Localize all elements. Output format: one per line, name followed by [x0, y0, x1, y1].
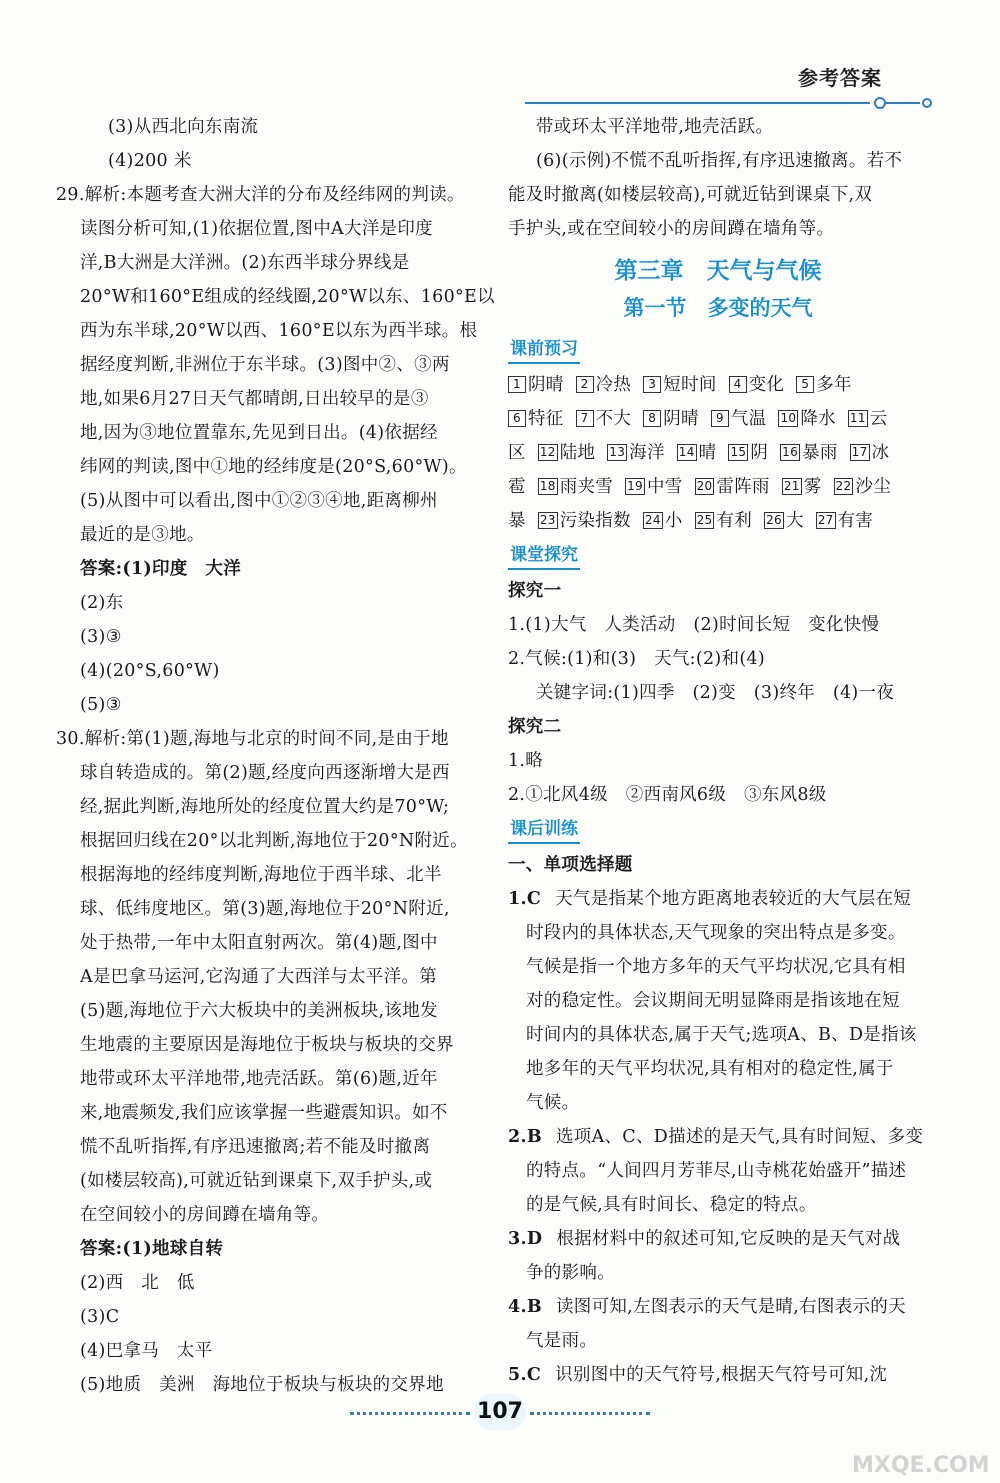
header-decoration [525, 95, 945, 111]
preview-item [508, 402, 564, 436]
item-text: 特征 [528, 409, 564, 429]
item-number-box: 27 [817, 513, 834, 527]
preview-item [711, 402, 767, 436]
preview-item [508, 504, 526, 538]
choice-answer-line [508, 1120, 928, 1154]
item-text: 阴晴 [528, 375, 564, 395]
preview-item [643, 368, 716, 402]
choice-answer-head: 2.B [508, 1127, 542, 1147]
item-text: 有害 [837, 511, 874, 531]
analysis-line: 来,地震频发,我们应该掌握一些避震知识。如不 [80, 1103, 448, 1123]
item-text: 不大 [595, 409, 632, 429]
item-text: 大 [785, 511, 804, 531]
choice-answer-text: 气是雨。 [526, 1331, 598, 1351]
answer-line: (6)(示例)不慌不乱听指挥,有序迅速撤离。若不 [536, 151, 903, 171]
choice-answer-head: 3.D [508, 1229, 543, 1249]
preview-item [643, 402, 699, 436]
explore-line: 2.①北风4级 ②西南风6级 ③东风8级 [508, 785, 827, 805]
analysis-line: 西为东半球,20°W以西、160°E以东为西半球。根 [80, 321, 478, 341]
item-number-box: 1 [508, 376, 526, 393]
choice-answer-line [508, 1086, 928, 1120]
answer-line: 带或环太平洋地带,地壳活跃。 [536, 117, 774, 137]
analysis-line: 地带或环太平洋地带,地壳活跃。第(6)题,近年 [80, 1069, 438, 1089]
watermark-url: MXQE.COM [852, 1453, 990, 1478]
choice-answer-head: 1.C [508, 889, 542, 909]
answer-line: (3)从西北向东南流 [108, 117, 259, 137]
choice-answer-text: 争的影响。 [526, 1263, 615, 1283]
preview-row [508, 470, 928, 504]
after-class-tag: 课后训练 [508, 816, 580, 844]
item-text: 晴 [698, 443, 717, 463]
item-text: 沙尘 [855, 477, 892, 497]
item-number-box: 8 [643, 410, 661, 427]
answer-line: 能及时撤离(如楼层较高),可就近钻到课桌下,双 [508, 185, 873, 205]
item-number-box: 6 [508, 410, 526, 427]
chapter-title: 第三章 天气与气候 [614, 258, 822, 284]
preview-answers [508, 368, 928, 538]
answer-line: (3)C [80, 1307, 120, 1327]
choice-answer-head: 4.B [508, 1297, 542, 1317]
class-explore-tag: 课堂探究 [508, 542, 580, 570]
analysis-line: 球自转造成的。第(2)题,经度向西逐渐增大是西 [80, 763, 450, 783]
item-number-box: 13 [609, 445, 626, 459]
preview-item [625, 470, 682, 504]
item-number-box: 25 [696, 513, 713, 527]
item-text: 雨夹雪 [559, 477, 614, 497]
page-number: 107 [474, 1394, 526, 1430]
item-number-box: 3 [643, 376, 661, 393]
item-text: 中雪 [646, 477, 683, 497]
analysis-line: 处于热带,一年中太阳直射两次。第(4)题,图中 [80, 933, 438, 953]
item-text: 雹 [508, 477, 526, 497]
watermark-logo [852, 1418, 990, 1478]
item-number-box: 14 [678, 445, 695, 459]
answer-line: (4)(20°S,60°W) [80, 661, 220, 681]
item-number-box: 5 [796, 376, 814, 393]
choice-answer-line [508, 1222, 928, 1256]
choice-answer-line [508, 950, 928, 984]
item-text: 雾 [803, 477, 822, 497]
item-text: 冰 [871, 443, 890, 463]
choice-answer-line [508, 1324, 928, 1358]
explore-title: 探究二 [508, 717, 562, 737]
item-number-box: 4 [729, 376, 747, 393]
analysis-line: 30.解析:第(1)题,海地与北京的时间不同,是由于地 [56, 729, 449, 749]
item-text: 冷热 [595, 375, 632, 395]
analysis-line: 球、低纬度地区。第(3)题,海地位于20°N附近, [80, 899, 450, 919]
item-number-box: 21 [783, 479, 800, 493]
analysis-line: 根据回归线在20°以北判断,海地位于20°N附近。 [80, 831, 468, 851]
section-title: 第一节 多变的天气 [623, 296, 813, 320]
item-text: 雷阵雨 [716, 477, 770, 497]
preview-tag: 课前预习 [508, 336, 580, 364]
choice-answer-text: 地多年的天气平均状况,具有相对的稳定性,属于 [526, 1059, 894, 1079]
analysis-line: 地,如果6月27日天气都晴朗,日出较早的是③ [80, 389, 429, 409]
explore-title: 探究一 [508, 581, 562, 601]
choice-answer-line [508, 882, 928, 916]
choice-answer-line [508, 1256, 928, 1290]
analysis-line: 洋,B大洲是大洋洲。(2)东西半球分界线是 [80, 253, 410, 273]
item-number-box: 15 [730, 445, 747, 459]
item-number-box: 10 [780, 411, 797, 425]
item-text: 小 [664, 511, 683, 531]
preview-item [607, 436, 664, 470]
analysis-line: 经,据此判断,海地所处的经度位置大约是70°W; [80, 797, 450, 817]
preview-item [850, 436, 890, 470]
preview-item [778, 402, 835, 436]
item-text: 暴 [508, 511, 526, 531]
analysis-line: 在空间较小的房间蹲在墙角等。 [80, 1205, 330, 1225]
preview-item [576, 402, 632, 436]
analysis-line: 根据海地的经纬度判断,海地位于西半球、北半 [80, 865, 442, 885]
item-number-box: 22 [835, 479, 852, 493]
preview-item [508, 368, 564, 402]
answer-line: (4)巴拿马 太平 [80, 1341, 213, 1361]
analysis-line: 最近的是③地。 [80, 525, 205, 545]
item-text: 海洋 [629, 443, 665, 463]
choice-answer-line [508, 1290, 928, 1324]
item-number-box: 16 [782, 445, 799, 459]
preview-row [508, 436, 928, 470]
answer-line: (2)东 [80, 593, 124, 613]
preview-item [695, 470, 770, 504]
footer-dots-right [530, 1412, 650, 1415]
footer-dots-left [350, 1412, 470, 1415]
preview-row [508, 368, 928, 402]
analysis-line: 据经度判断,非洲位于东半球。(3)图中②、③两 [80, 355, 450, 375]
preview-item [764, 504, 804, 538]
preview-item [643, 504, 683, 538]
analysis-line: A是巴拿马运河,它沟通了大西洋与太平洋。第 [80, 967, 437, 987]
item-text: 多年 [816, 375, 852, 395]
choice-answer-text: 气候是指一个地方多年的天气平均状况,它具有相 [526, 957, 906, 977]
item-text: 污染指数 [559, 511, 631, 531]
analysis-line: 地,因为③地位置靠东,先见到日出。(4)依据经 [80, 423, 438, 443]
preview-row [508, 402, 928, 436]
analysis-line: 29.解析:本题考查大洲大洋的分布及经纬网的判读。 [56, 185, 465, 205]
explore-line: 1.略 [508, 751, 544, 771]
preview-item [780, 436, 837, 470]
preview-item [508, 470, 526, 504]
answer-line: (2)西 北 低 [80, 1273, 195, 1293]
item-number-box: 11 [849, 411, 866, 425]
analysis-line: (如楼层较高),可就近钻到课桌下,双手护头,或 [80, 1171, 433, 1191]
choice-answer-text: 读图可知,左图表示的天气是晴,右图表示的天 [555, 1297, 906, 1317]
item-text: 区 [508, 443, 526, 463]
answer-line: 答案:(1)地球自转 [80, 1239, 224, 1259]
preview-item [538, 436, 595, 470]
running-header: 参考答案 [798, 66, 882, 90]
item-number-box: 24 [644, 513, 661, 527]
analysis-line: 生地震的主要原因是海地位于板块与板块的交界 [80, 1035, 454, 1055]
analysis-line: (5)从图中可以看出,图中①②③④地,距离柳州 [80, 491, 438, 511]
analysis-line: 纬网的判读,图中①地的经纬度是(20°S,60°W)。 [80, 457, 467, 477]
item-text: 气温 [730, 409, 767, 429]
answer-line: (5)③ [80, 695, 122, 715]
right-column [508, 110, 928, 1392]
answer-line: (4)200 米 [108, 151, 192, 171]
explore-line: 关键字词:(1)四季 (2)变 (3)终年 (4)一夜 [536, 683, 895, 703]
choice-answer-line [508, 1052, 928, 1086]
item-text: 短时间 [663, 375, 717, 395]
preview-item [538, 504, 631, 538]
item-number-box: 7 [576, 410, 594, 427]
analysis-line: 读图分析可知,(1)依据位置,图中A大洋是印度 [80, 219, 433, 239]
preview-item [576, 368, 632, 402]
choice-answer-text: 气候。 [526, 1093, 580, 1113]
preview-item [508, 436, 526, 470]
choice-answer-text: 时间内的具体状态,属于天气;选项A、B、D是指该 [526, 1025, 917, 1045]
choice-answer-line [508, 1188, 928, 1222]
question-type-heading: 一、单项选择题 [508, 855, 633, 875]
preview-item [848, 402, 888, 436]
answer-line: (3)③ [80, 627, 122, 647]
choice-answer-line [508, 1018, 928, 1052]
preview-item [782, 470, 822, 504]
explore-line: 1.(1)大气 人类活动 (2)时间长短 变化快慢 [508, 615, 880, 635]
item-text: 有利 [716, 511, 753, 531]
choice-answer-text: 识别图中的天气符号,根据天气符号可知,沈 [555, 1365, 888, 1385]
preview-item [728, 436, 768, 470]
item-number-box: 19 [627, 479, 643, 493]
preview-item [695, 504, 752, 538]
preview-item [834, 470, 891, 504]
choice-answer-text: 的是气候,具有时间长、稳定的特点。 [526, 1195, 817, 1215]
choice-answers [508, 882, 928, 1392]
item-number-box: 17 [851, 445, 868, 459]
item-text: 陆地 [559, 443, 596, 463]
answer-line: (5)地质 美洲 海地位于板块与板块的交界地 [80, 1375, 444, 1395]
answer-line: 答案:(1)印度 大洋 [80, 559, 241, 579]
choice-answer-text: 对的稳定性。会议期间无明显降雨是指该地在短 [526, 991, 900, 1011]
item-text: 阴晴 [663, 409, 699, 429]
choice-answer-head: 5.C [508, 1365, 542, 1385]
preview-item [677, 436, 717, 470]
choice-answer-text: 的特点。“人间四月芳菲尽,山寺桃花始盛开”描述 [526, 1161, 907, 1181]
item-text: 降水 [800, 409, 836, 429]
analysis-line: 慌不乱听指挥,有序迅速撤离;若不能及时撤离 [80, 1137, 431, 1157]
explore-line: 2.气候:(1)和(3) 天气:(2)和(4) [508, 649, 766, 669]
left-column [56, 110, 495, 1402]
choice-answer-text: 天气是指某个地方距离地表较近的大气层在短 [555, 889, 912, 909]
preview-item [816, 504, 873, 538]
preview-item [796, 368, 852, 402]
analysis-line: (5)题,海地位于六大板块中的美洲板块,该地发 [80, 1001, 438, 1021]
item-number-box: 12 [539, 445, 556, 459]
choice-answer-text: 选项A、C、D描述的是天气,具有时间短、多变 [555, 1127, 924, 1147]
item-number-box: 9 [711, 410, 729, 427]
item-number-box: 2 [576, 376, 594, 393]
item-text: 阴 [750, 443, 769, 463]
choice-answer-line [508, 1358, 928, 1392]
analysis-line: 20°W和160°E组成的经线圈,20°W以东、160°E以 [80, 287, 495, 307]
page-footer [0, 1392, 1000, 1432]
item-number-box: 18 [539, 479, 556, 493]
choice-answer-text: 根据材料中的叙述可知,它反映的是天气对战 [556, 1229, 901, 1249]
item-number-box: 26 [766, 513, 782, 527]
item-text: 云 [869, 409, 888, 429]
choice-answer-line [508, 984, 928, 1018]
item-text: 变化 [748, 375, 785, 395]
choice-answer-text: 时段内的具体状态,天气现象的突出特点是多变。 [526, 923, 906, 943]
preview-item [538, 470, 613, 504]
choice-answer-line [508, 916, 928, 950]
choice-answer-line [508, 1154, 928, 1188]
answer-line: 手护头,或在空间较小的房间蹲在墙角等。 [508, 219, 835, 239]
item-text: 暴雨 [802, 443, 838, 463]
item-number-box: 20 [696, 479, 713, 493]
item-number-box: 23 [539, 513, 556, 527]
preview-row [508, 504, 928, 538]
preview-item [729, 368, 785, 402]
